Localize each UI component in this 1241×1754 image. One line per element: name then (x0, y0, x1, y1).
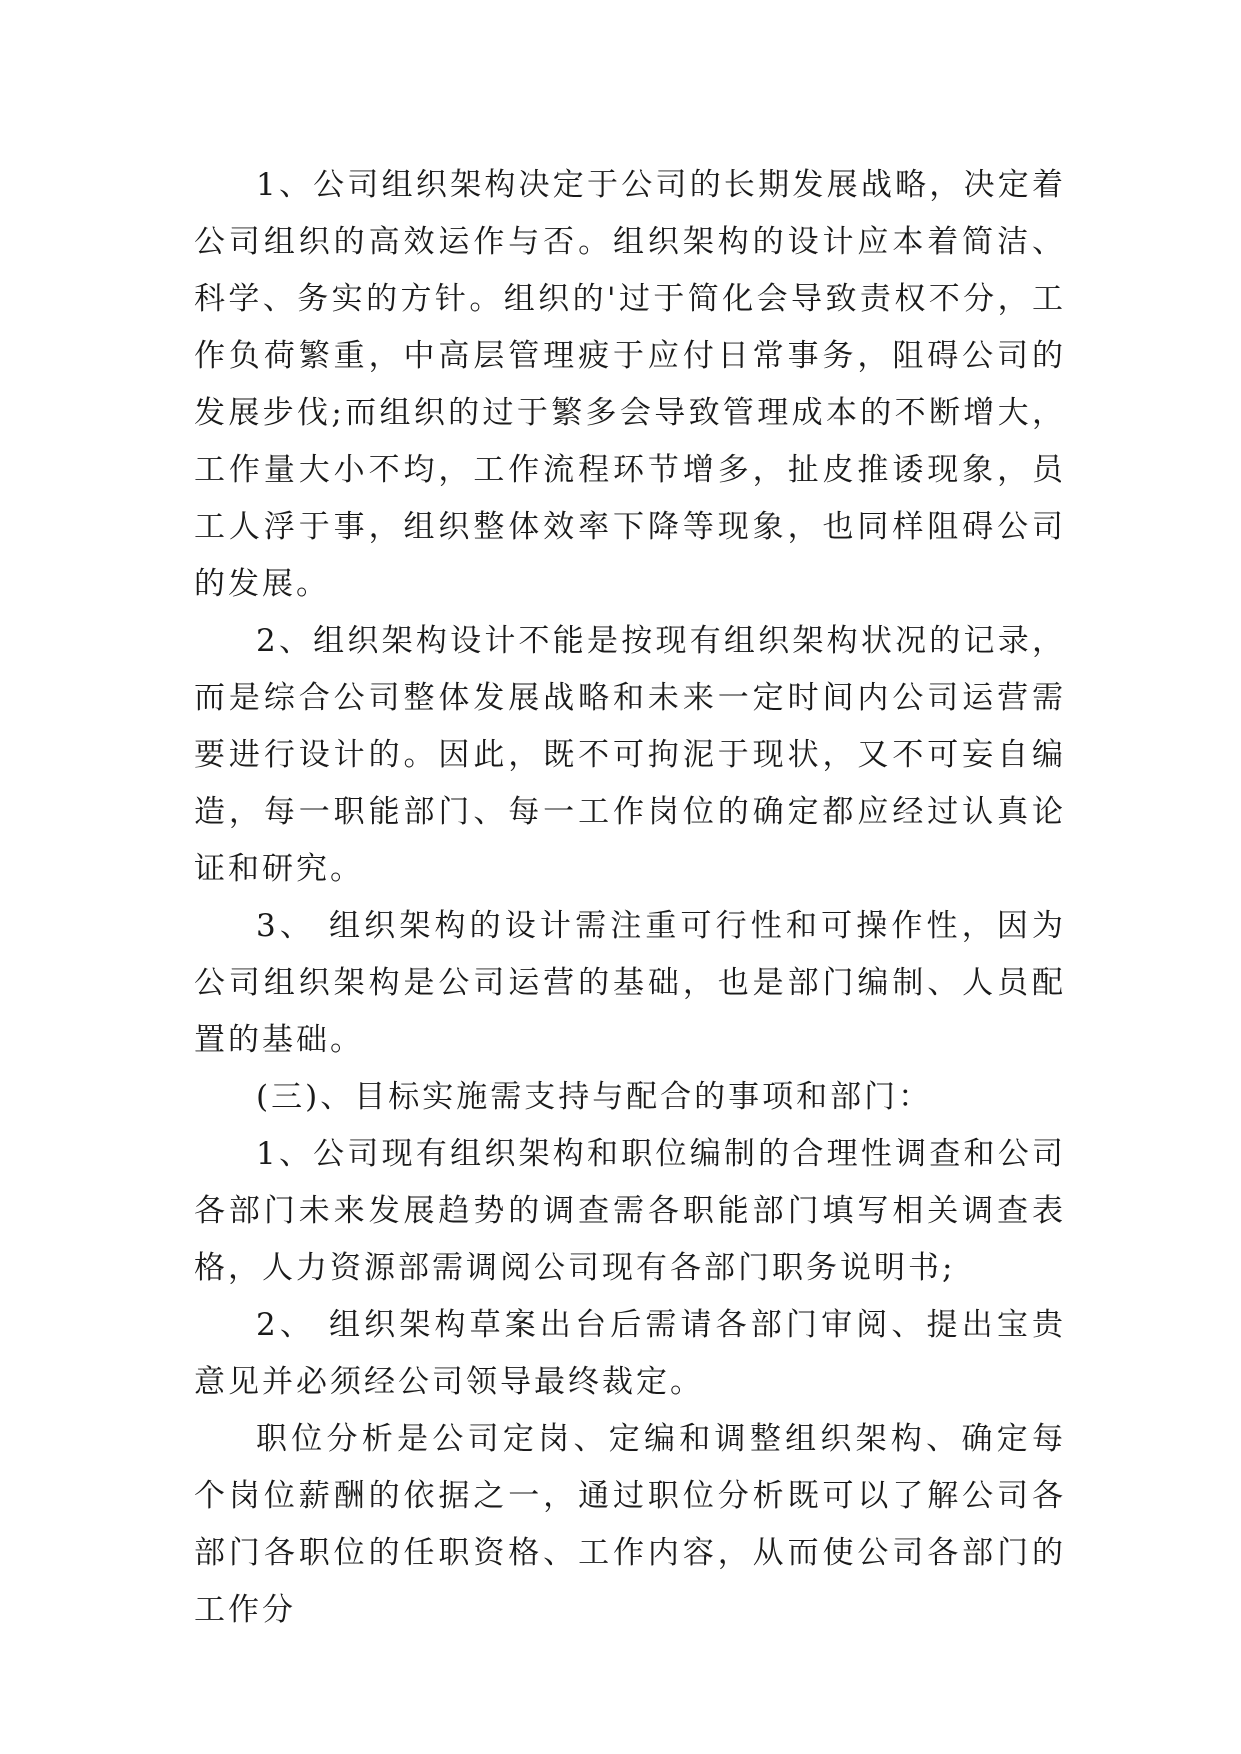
paragraph-4: (三)、目标实施需支持与配合的事项和部门： (256, 1079, 933, 1115)
paragraph-2: 2、组织架构设计不能是按现有组织架构状况的记录，而是综合公司整体发展战略和未来一定时间内公司运营需要进行设计的。因此，既不可拘泥于现状，又不可妄自编造，每一职能部门、每一工作岗位的确定都应经过认真论证和研究。 (194, 623, 1066, 887)
paragraph-3: 3、 组织架构的设计需注重可行性和可操作性，因为公司组织架构是公司运营的基础，也是部门编制、人员配置的基础。 (194, 908, 1066, 1058)
paragraph-7: 职位分析是公司定岗、定编和调整组织架构、确定每个岗位薪酬的依据之一，通过职位分析既可以了解公司各部门各职位的任职资格、工作内容，从而使公司各部门的工作分 (194, 1421, 1066, 1628)
paragraph-6: 2、 组织架构草案出台后需请各部门审阅、提出宝贵意见并必须经公司领导最终裁定。 (194, 1307, 1066, 1400)
paragraph-5: 1、公司现有组织架构和职位编制的合理性调查和公司各部门未来发展趋势的调查需各职能部门填写相关调查表格，人力资源部需调阅公司现有各部门职务说明书; (194, 1136, 1066, 1286)
document-body (194, 157, 1066, 1639)
paragraph-1: 1、公司组织架构决定于公司的长期发展战略，决定着公司组织的高效运作与否。组织架构的设计应本着简洁、科学、务实的方针。组织的'过于简化会导致责权不分，工作负荷繁重，中高层管理疲于应付日常事务，阻碍公司的发展步伐;而组织的过于繁多会导致管理成本的不断增大，工作量大小不均，工作流程环节增多，扯皮推诿现象，员工人浮于事，组织整体效率下降等现象，也同样阻碍公司的发展。 (194, 167, 1066, 602)
